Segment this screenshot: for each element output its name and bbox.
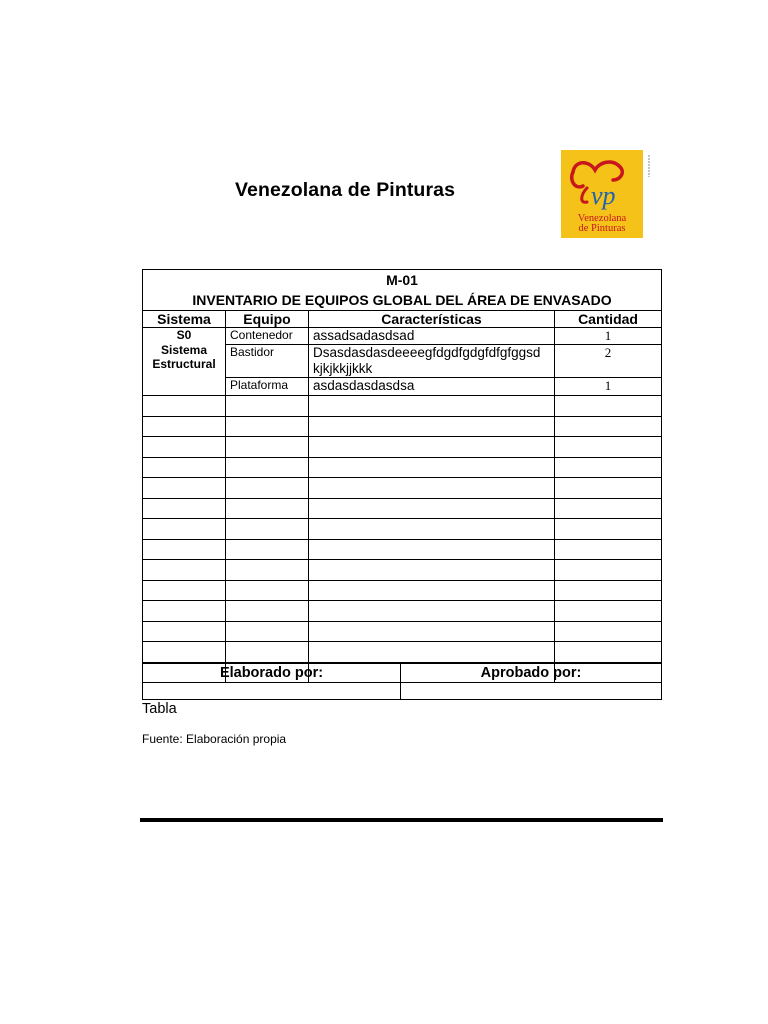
empty-table-row [143, 601, 662, 622]
empty-cell [555, 642, 662, 663]
elaborado-por-label: Elaborado por: [143, 664, 401, 683]
empty-cell [309, 396, 555, 417]
empty-cell [226, 416, 309, 437]
empty-cell [309, 478, 555, 499]
empty-cell [143, 642, 226, 663]
empty-table-row [143, 560, 662, 581]
empty-cell [226, 539, 309, 560]
empty-table-row [143, 519, 662, 540]
empty-cell [555, 621, 662, 642]
column-header-cantidad: Cantidad [555, 311, 662, 328]
column-header-caracteristicas: Características [309, 311, 555, 328]
empty-cell [143, 396, 226, 417]
empty-table-row [143, 539, 662, 560]
empty-table-row [143, 416, 662, 437]
empty-cell [555, 539, 662, 560]
empty-cell [226, 642, 309, 663]
aprobado-por-field [401, 683, 662, 700]
empty-cell [143, 621, 226, 642]
equipo-cell: Plataforma [226, 378, 309, 396]
empty-table-row [143, 621, 662, 642]
empty-cell [309, 560, 555, 581]
company-logo [561, 150, 643, 238]
empty-cell [226, 478, 309, 499]
logo-line-1: Venezolana [577, 213, 627, 224]
empty-cell [143, 580, 226, 601]
empty-cell [143, 560, 226, 581]
signature-table [142, 663, 662, 700]
source-note: Fuente: Elaboración propia [142, 732, 287, 746]
empty-cell [143, 519, 226, 540]
empty-table-row [143, 437, 662, 458]
empty-cell [143, 437, 226, 458]
empty-cell [309, 519, 555, 540]
caracteristicas-cell: assadsadasdsad [309, 328, 555, 345]
table-code: M-01 [386, 272, 418, 288]
empty-cell [555, 437, 662, 458]
logo-vp-mark: vp [591, 181, 616, 210]
empty-cell [309, 416, 555, 437]
aprobado-por-label: Aprobado por: [401, 664, 662, 683]
cantidad-cell: 2 [555, 345, 662, 378]
empty-cell [309, 642, 555, 663]
system-name-line-1: Sistema [160, 342, 208, 357]
caracteristicas-cell: Dsasdasdasdeeeegfdgdfgdgfdfgfggsd kjkjkkjjkkk [309, 345, 555, 378]
empty-cell [143, 457, 226, 478]
empty-cell [555, 519, 662, 540]
empty-cell [309, 498, 555, 519]
empty-table-row [143, 498, 662, 519]
empty-cell [226, 621, 309, 642]
empty-cell [555, 478, 662, 499]
empty-cell [143, 601, 226, 622]
system-cell [143, 328, 226, 396]
empty-cell [143, 539, 226, 560]
empty-table-row [143, 580, 662, 601]
caracteristicas-cell: asdasdasdasdsa [309, 378, 555, 396]
table-title-cell [143, 270, 662, 311]
empty-cell [309, 457, 555, 478]
empty-cell [226, 457, 309, 478]
empty-cell [555, 457, 662, 478]
empty-cell [143, 478, 226, 499]
empty-cell [226, 519, 309, 540]
empty-cell [143, 498, 226, 519]
horizontal-divider [140, 818, 663, 822]
table-caption: Tabla [142, 701, 177, 717]
empty-cell [226, 396, 309, 417]
system-name-line-2: Estructural [152, 357, 216, 371]
empty-cell [309, 601, 555, 622]
elaborado-por-field [143, 683, 401, 700]
table-row [143, 328, 662, 345]
empty-cell [555, 601, 662, 622]
empty-cell [226, 498, 309, 519]
table-header-row [143, 311, 662, 328]
empty-cell [309, 539, 555, 560]
empty-cell [555, 560, 662, 581]
empty-cell [226, 580, 309, 601]
empty-cell [555, 396, 662, 417]
empty-cell [143, 416, 226, 437]
empty-cell [309, 580, 555, 601]
vertical-small-print-icon [646, 154, 652, 178]
empty-cell [555, 416, 662, 437]
empty-cell [226, 437, 309, 458]
company-title: Venezolana de Pinturas [235, 179, 456, 201]
logo-line-2: de Pinturas [578, 223, 626, 234]
empty-table-row [143, 457, 662, 478]
empty-table-row [143, 478, 662, 499]
equipo-cell: Contenedor [226, 328, 309, 345]
empty-table-row [143, 396, 662, 417]
equipo-cell: Bastidor [226, 345, 309, 378]
empty-cell [555, 580, 662, 601]
empty-cell [309, 621, 555, 642]
empty-cell [226, 560, 309, 581]
inventory-table [142, 269, 662, 683]
system-code: S0 [176, 328, 192, 342]
empty-cell [555, 498, 662, 519]
column-header-equipo: Equipo [226, 311, 309, 328]
empty-cell [226, 601, 309, 622]
column-header-sistema: Sistema [143, 311, 226, 328]
cantidad-cell: 1 [555, 378, 662, 396]
empty-cell [309, 437, 555, 458]
table-title: INVENTARIO DE EQUIPOS GLOBAL DEL ÁREA DE ENVASADO [192, 292, 612, 308]
cantidad-cell: 1 [555, 328, 662, 345]
empty-table-row [143, 642, 662, 663]
